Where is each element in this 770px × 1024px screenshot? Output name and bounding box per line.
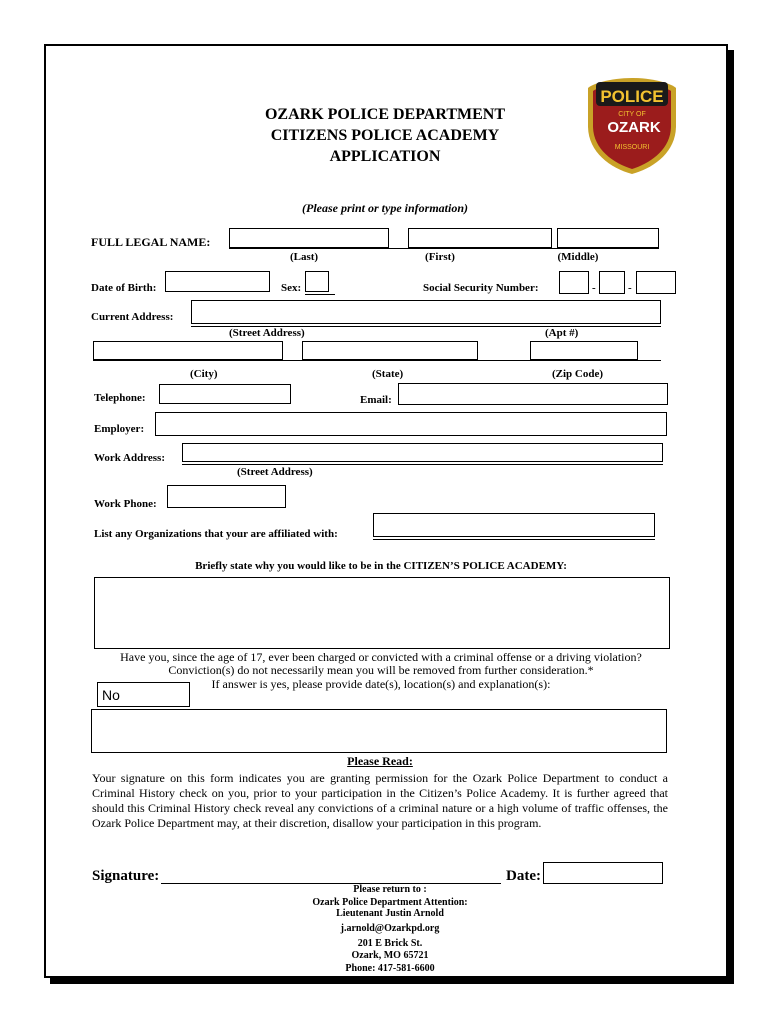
criminal-question-line-2: Conviction(s) do not necessarily mean you will be removed from further consideration.* (168, 663, 594, 677)
zip-caption: (Zip Code) (552, 368, 604, 380)
ssn-label: Social Security Number: (423, 282, 539, 294)
employer-input[interactable] (155, 412, 667, 436)
badge-state: MISSOURI (614, 144, 650, 151)
work-address-label: Work Address: (94, 452, 166, 464)
explanation-textarea[interactable] (91, 709, 667, 753)
employer-label: Employer: (94, 423, 145, 435)
city-caption: (City) (190, 368, 218, 380)
ssn-part-3-input[interactable] (636, 271, 676, 294)
sex-label: Sex: (281, 282, 302, 294)
ssn-part-1-input[interactable] (559, 271, 589, 294)
email-label: Email: (360, 394, 392, 406)
state-input[interactable] (302, 341, 478, 360)
return-line-6: Ozark, MO 65721 (351, 950, 429, 961)
reason-prompt: Briefly state why you would like to be in the CITIZEN’S POLICE ACADEMY: (195, 560, 567, 572)
date-input[interactable] (543, 862, 663, 884)
first-caption: (First) (425, 251, 455, 263)
badge-top-text: POLICE (600, 87, 664, 106)
last-name-input[interactable] (229, 228, 389, 248)
ssn-part-2-input[interactable] (599, 271, 625, 294)
title-line-3: APPLICATION (329, 148, 441, 165)
notice-heading: Please Read: (347, 754, 413, 768)
full-name-label: FULL LEGAL NAME: (91, 235, 211, 249)
application-page (44, 44, 728, 978)
apt-caption: (Apt #) (545, 327, 579, 339)
first-name-input[interactable] (408, 228, 552, 248)
telephone-input[interactable] (159, 384, 291, 404)
city-input[interactable] (93, 341, 283, 360)
reason-textarea[interactable] (94, 577, 670, 649)
police-badge-logo (584, 76, 680, 176)
street-caption: (Street Address) (229, 327, 305, 339)
organizations-label: List any Organizations that your are affiliated with: (94, 528, 338, 540)
return-line-2: Ozark Police Department Attention: (312, 897, 468, 908)
street-address-input[interactable] (191, 300, 661, 324)
state-caption: (State) (372, 368, 404, 380)
return-line-3: Lieutenant Justin Arnold (336, 908, 444, 919)
date-label: Date: (506, 868, 541, 884)
instruction: (Please print or type information) (302, 201, 468, 215)
criminal-question-line-3: If answer is yes, please provide date(s), location(s) and explanation(s): (211, 677, 551, 691)
zip-input[interactable] (530, 341, 638, 360)
return-line-1: Please return to : (353, 884, 427, 895)
signature-label: Signature: (92, 868, 160, 884)
dob-input[interactable] (165, 271, 270, 292)
current-address-label: Current Address: (91, 311, 174, 323)
criminal-answer-input[interactable] (97, 682, 190, 707)
organizations-input[interactable] (373, 513, 655, 537)
return-email[interactable]: j.arnold@Ozarkpd.org (340, 923, 440, 934)
criminal-question-line-1: Have you, since the age of 17, ever been charged or convicted with a criminal offense or a driving violation? (120, 650, 642, 664)
badge-city: OZARK (607, 119, 661, 136)
work-phone-label: Work Phone: (94, 498, 157, 510)
title-line-2: CITIZENS POLICE ACADEMY (270, 127, 500, 144)
email-input[interactable] (398, 383, 668, 405)
notice-body: Your signature on this form indicates you are granting permission for the Ozark Police Department to conduct a Criminal History check on you, prior to your participation in the Citizen’s Police Academy. It is further agreed that should this Criminal History check reveal any convictions of a criminal nature or a high volume of traffic offenses, the Ozark Police Department may, at their discretion, disallow your participation in this program. (92, 771, 668, 830)
return-line-5: 201 E Brick St. (357, 938, 423, 949)
return-line-7: Phone: 417-581-6600 (345, 963, 435, 974)
title-line-1: OZARK POLICE DEPARTMENT (264, 106, 506, 123)
middle-caption: (Middle) (557, 251, 599, 263)
telephone-label: Telephone: (94, 392, 146, 404)
sex-input[interactable] (305, 271, 329, 292)
middle-name-input[interactable] (557, 228, 659, 248)
work-street-caption: (Street Address) (237, 466, 313, 478)
badge-city-of: CITY OF (618, 111, 646, 118)
work-address-input[interactable] (182, 443, 663, 462)
ssn-dash-1: - (592, 282, 596, 294)
dob-label: Date of Birth: (91, 282, 157, 294)
ssn-dash-2: - (628, 282, 632, 294)
last-caption: (Last) (289, 251, 319, 263)
work-phone-input[interactable] (167, 485, 286, 508)
